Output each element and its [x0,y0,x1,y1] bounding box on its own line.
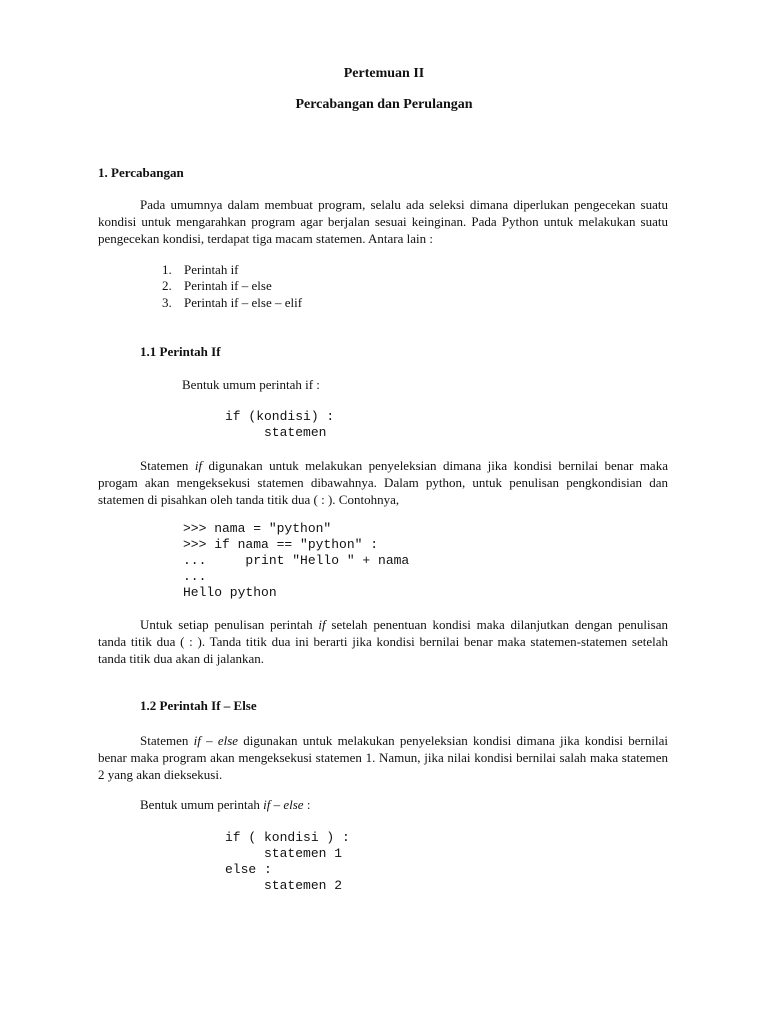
code-line: ... [183,569,207,584]
code-line: else : [225,862,272,877]
intro-paragraph: Pada umumnya dalam membuat program, selalu ada seleksi dimana diperlukan pengecekan suatu kondisi untuk mengarahkan program agar berjalan sesuai keinginan. Pada Python untuk melakukan suatu pengecekan kondisi, terdapat tiga macam statemen. Antara lain : [98,197,668,246]
list-number: 3. [162,295,172,310]
code-line: statemen [225,425,327,440]
form-label-if: Bentuk umum perintah if : [182,377,320,392]
list-text: Perintah if – else [184,278,272,293]
text-run: setelah penentuan kondisi maka dilanjutkan dengan penulisan tanda titik dua ( : ). Tanda titik dua ini berarti jika kondisi bernilai benar maka statemen-statemen setelah tanda titik dua akan di jalankan. [98,617,668,666]
text-run: Statemen [140,733,194,748]
code-line: ... print "Hello " + nama [183,553,410,568]
code-line: Hello python [183,585,277,600]
text-run: Bentuk umum perintah [140,797,264,812]
if-note-paragraph [98,616,668,667]
list-number: 1. [162,262,172,277]
list-item [162,262,239,278]
list-text: Perintah if – else – elif [184,295,303,310]
code-block-if-example [183,521,409,601]
if-description-paragraph [98,457,668,508]
keyword-if: if [318,617,326,632]
text-run: Statemen [140,458,195,473]
keyword-if: if [194,458,203,473]
code-line: if ( kondisi ) : [225,830,350,845]
list-item [162,278,272,294]
list-text: Perintah if [184,262,239,277]
code-line: if (kondisi) : [225,409,335,424]
list-number: 2. [162,278,172,293]
text-run: Untuk setiap penulisan perintah [140,617,319,632]
text-run: digunakan untuk melakukan penyeleksian kondisi dimana jika kondisi bernilai benar maka program akan mengeksekusi statemen 1. Namun, jika nilai kondisi bernilai salah maka statemen 2 yang akan dieksekusi. [98,733,668,782]
code-line: >>> if nama == "python" : [183,537,379,552]
code-line: statemen 1 [225,846,343,861]
keyword-if-else: if – else [263,797,304,812]
form-label-if-else [140,797,310,813]
if-else-description-paragraph [98,732,668,783]
page-subtitle: Percabangan dan Perulangan [295,97,473,112]
list-item [162,295,303,311]
code-line: statemen 2 [225,878,343,893]
page-title: Pertemuan II [343,66,425,81]
section-heading-perintah-if-else: 1.2 Perintah If – Else [140,698,257,713]
code-line: >>> nama = "python" [183,521,332,536]
text-run: digunakan untuk melakukan penyeleksian dimana jika kondisi bernilai benar maka progam akan mengeksekusi statemen dibawahnya. Dalam python, untuk penulisan pengkondisian dan statemen di pisahkan oleh tanda titik dua ( : ). Contohnya, [98,458,668,507]
keyword-if-else: if – else [193,733,239,748]
section-heading-perintah-if: 1.1 Perintah If [140,344,221,359]
code-block-if-syntax [225,409,334,441]
code-block-if-else-syntax [225,830,350,894]
text-run: : [303,797,311,812]
section-heading-percabangan: 1. Percabangan [98,165,184,180]
